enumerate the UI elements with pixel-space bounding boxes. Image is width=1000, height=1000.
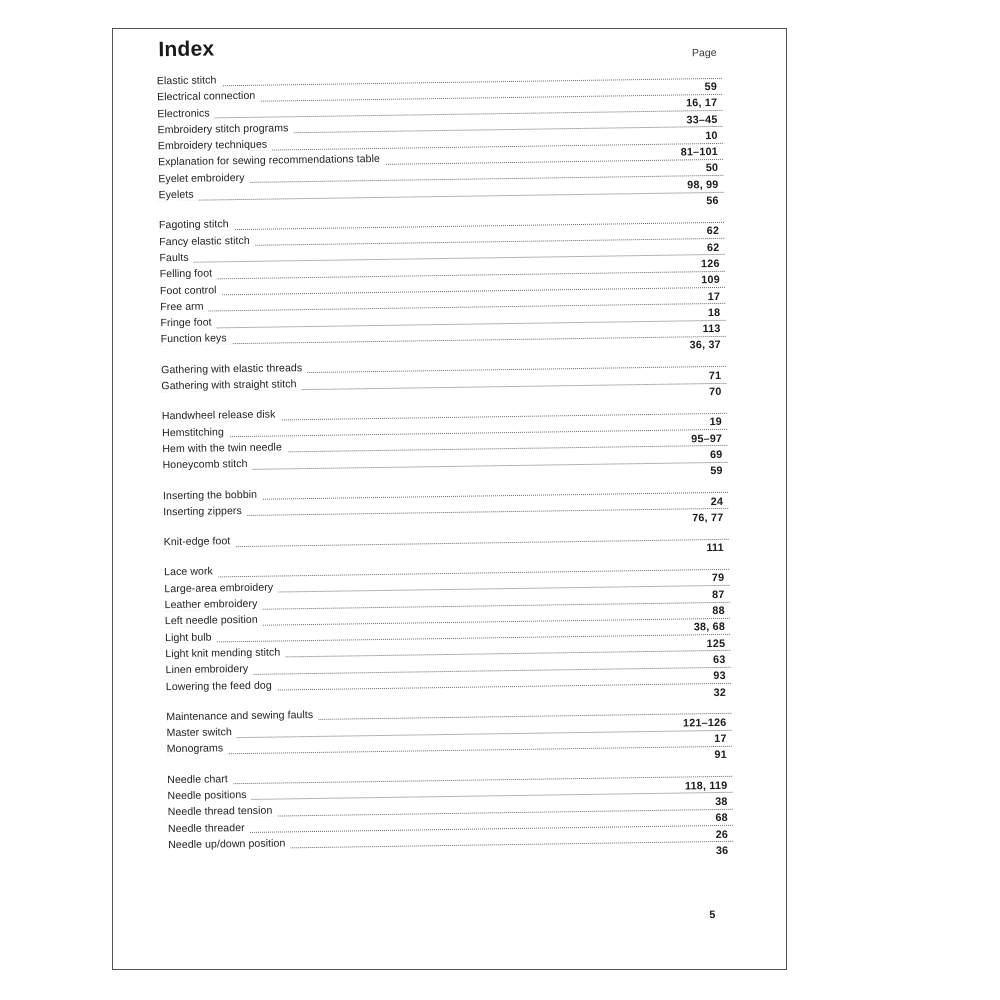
- index-entry-label: Explanation for sewing recommendations table: [158, 153, 385, 168]
- index-entry-label: Electronics: [157, 107, 215, 120]
- index-entry-label: Light knit mending stitch: [165, 646, 285, 660]
- index-entry-page-number: 38: [715, 795, 728, 809]
- index-entry-page-number: 121–126: [682, 716, 727, 730]
- index-entry-row[interactable]: [113, 66, 787, 92]
- index-entry-label: Honeycomb stitch: [162, 458, 252, 471]
- index-entry-label: Free arm: [160, 300, 209, 313]
- index-section-f: [115, 210, 787, 350]
- index-entry-page-number: 79: [711, 572, 725, 585]
- index-entry-page-number: 126: [700, 257, 720, 271]
- index-entry-label: Inserting the bobbin: [163, 488, 262, 501]
- index-entry-page-number: 33–45: [686, 113, 718, 126]
- index-section-h: [118, 401, 787, 476]
- index-section-e: [113, 66, 787, 206]
- index-entry-page-number: 118, 119: [684, 779, 728, 793]
- index-entry-page-number: 93: [713, 670, 726, 683]
- index-entry-label: Fancy elastic stitch: [159, 234, 255, 247]
- index-entry-page-number: 71: [708, 369, 722, 382]
- index-entry-page-number: 17: [707, 290, 721, 303]
- index-entry-page-number: 98, 99: [687, 178, 719, 192]
- index-entry-page-number: 68: [715, 812, 728, 825]
- index-entry-page-number: 109: [701, 274, 720, 287]
- index-entry-label: Needle positions: [167, 789, 251, 802]
- index-entry-page-number: 95–97: [691, 432, 723, 445]
- index-entry-label: Monograms: [167, 743, 229, 756]
- index-entry-label: Large-area embroidery: [164, 581, 278, 595]
- index-entry-label: Function keys: [161, 333, 232, 346]
- index-entry-label: Leather embroidery: [165, 598, 263, 611]
- index-entry-page-number: 62: [706, 225, 720, 238]
- index-entry-page-number: 63: [712, 653, 726, 666]
- index-entry-label: Embroidery stitch programs: [157, 122, 293, 136]
- index-entry-label: Master switch: [166, 726, 237, 739]
- index-entry-label: Felling foot: [160, 268, 218, 281]
- index-entry-label: Embroidery techniques: [158, 139, 273, 153]
- index-entry-label: Handwheel release disk: [162, 409, 281, 423]
- index-entry-page-number: 69: [709, 448, 723, 462]
- index-entry-list: [113, 66, 787, 856]
- index-entry-label: Fringe foot: [160, 317, 216, 330]
- index-section-n: [123, 764, 787, 855]
- index-entry-page-number: 81–101: [680, 146, 719, 159]
- index-entry-label: Light bulb: [165, 631, 217, 644]
- index-entry-page-number: 36: [715, 844, 729, 857]
- index-entry-page-number: 17: [714, 732, 727, 746]
- index-entry-label: Needle thread tension: [168, 805, 278, 819]
- index-entry-page-number: 111: [706, 542, 724, 555]
- index-entry-label: Foot control: [160, 284, 222, 297]
- index-entry-page-number: 10: [705, 129, 718, 143]
- index-entry-page-number: 91: [714, 749, 728, 762]
- index-entry-label: Maintenance and sewing faults: [166, 709, 318, 723]
- index-entry-page-number: 32: [713, 686, 727, 699]
- index-entry-label: Faults: [159, 252, 193, 265]
- index-entry-page-number: 16, 17: [685, 97, 718, 110]
- index-entry-page-number: 50: [705, 162, 719, 175]
- page-title: Index: [158, 37, 215, 62]
- index-entry-label: Needle up/down position: [168, 837, 290, 851]
- index-entry-label: Knit-edge foot: [164, 535, 236, 548]
- index-entry-label: Gathering with straight stitch: [161, 378, 301, 392]
- index-entry-page-number: 18: [707, 306, 721, 319]
- index-entry-page-number: 38, 68: [693, 621, 726, 634]
- index-entry-label: Lace work: [164, 566, 218, 579]
- index-entry-label: Needle chart: [167, 773, 233, 786]
- index-entry-label: Left needle position: [165, 614, 263, 627]
- page-content: [112, 28, 787, 970]
- index-entry-label: Elastic stitch: [157, 74, 222, 87]
- index-entry-label: Linen embroidery: [166, 663, 254, 676]
- index-entry-label: Electrical connection: [157, 90, 260, 104]
- index-entry-label: Needle threader: [168, 822, 250, 835]
- index-entry-page-number: 88: [712, 604, 725, 618]
- index-section-l: [120, 557, 787, 697]
- index-entry-label: Fagoting stitch: [159, 218, 234, 231]
- index-entry-page-number: 87: [712, 588, 725, 601]
- index-entry-page-number: 113: [702, 323, 721, 336]
- index-entry-label: Lowering the feed dog: [166, 679, 277, 693]
- index-entry-page-number: 26: [715, 828, 729, 841]
- footer-page-number: 5: [709, 909, 716, 922]
- index-entry-page-number: 36, 37: [689, 339, 721, 352]
- index-entry-label: Hem with the twin needle: [162, 441, 287, 455]
- index-entry-page-number: 59: [704, 80, 718, 94]
- index-entry-page-number: 76, 77: [692, 511, 724, 525]
- index-entry-label: Gathering with elastic threads: [161, 362, 307, 376]
- index-entry-label: Eyelet embroidery: [158, 172, 249, 185]
- index-section-m: [122, 702, 787, 761]
- index-entry-label: Hemstitching: [162, 426, 229, 439]
- index-entry-page-number: 70: [709, 385, 722, 399]
- index-entry-page-number: 59: [710, 465, 723, 478]
- index-entry-page-number: 24: [710, 495, 724, 508]
- index-entry-page-number: 19: [709, 416, 723, 429]
- index-entry-page-number: 125: [706, 637, 726, 650]
- index-entry-label: Eyelets: [158, 189, 198, 202]
- index-entry-page-number: 56: [706, 195, 719, 208]
- scanned-page-sheet: [112, 28, 787, 970]
- page-column-header: Page: [691, 46, 717, 60]
- index-entry-page-number: 62: [706, 241, 720, 254]
- index-entry-label: Inserting zippers: [163, 505, 247, 518]
